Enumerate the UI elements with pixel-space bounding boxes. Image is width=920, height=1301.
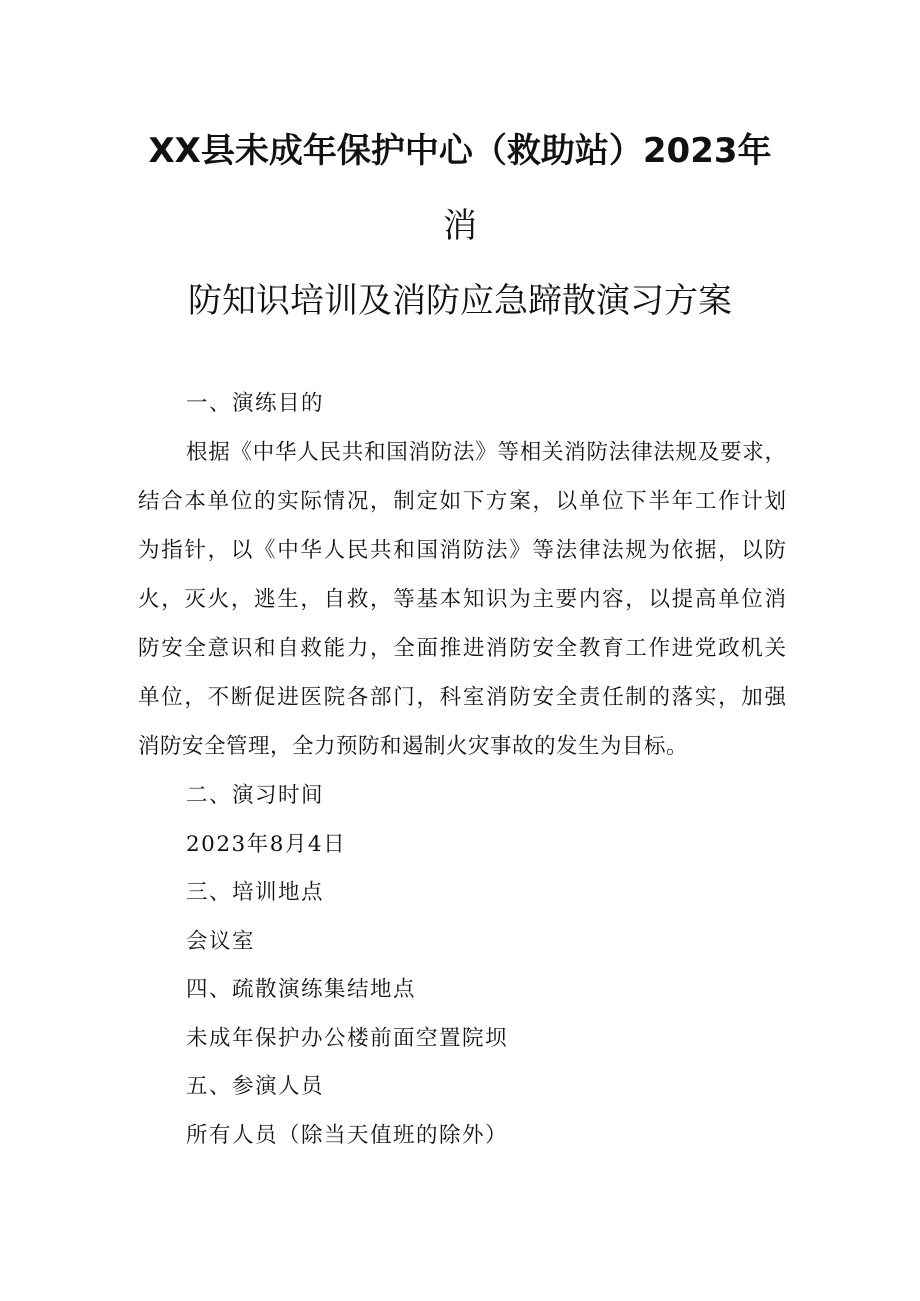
paragraph-line: 防安全意识和自救能力，全面推进消防安全教育工作进党政机关 [138,636,786,661]
assembly-point: 未成年保护办公楼前面空置院坝 [186,1026,509,1051]
paragraph-line: 单位，不断促进医院各部门，科室消防安全责任制的落实，加强 [138,685,786,710]
training-location: 会议室 [186,929,256,954]
participants-value: 所有人员（除当天值班的除外） [186,1123,509,1148]
title-line-1: XX县未成年保护中心（救助站）2023年 [148,131,772,171]
paragraph-line: 消防安全管理，全力预防和遏制火灾事故的发生为目标。 [138,734,689,759]
section-heading-participants: 五、参演人员 [186,1074,325,1099]
paragraph-line: 为指针，以《中华人民共和国消防法》等法律法规为依据，以防 [138,538,786,563]
title-line-2: 消 [443,206,477,246]
section-heading-time: 二、演习时间 [186,783,325,808]
title-line-3: 防知识培训及消防应急蹄散演习方案 [188,281,732,321]
drill-date: 2023年8月4日 [186,832,347,857]
section-heading-location: 三、培训地点 [186,880,325,905]
paragraph-line: 结合本单位的实际情况，制定如下方案，以单位下半年工作计划 [138,489,786,514]
paragraph-line: 根据《中华人民共和国消防法》等相关消防法律法规及要求， [186,440,786,465]
paragraph-line: 火，灭火，逃生，自救，等基本知识为主要内容，以提高单位消 [138,587,786,612]
section-heading-assembly: 四、疏散演练集结地点 [186,977,417,1002]
section-heading-purpose: 一、演练目的 [186,391,325,416]
